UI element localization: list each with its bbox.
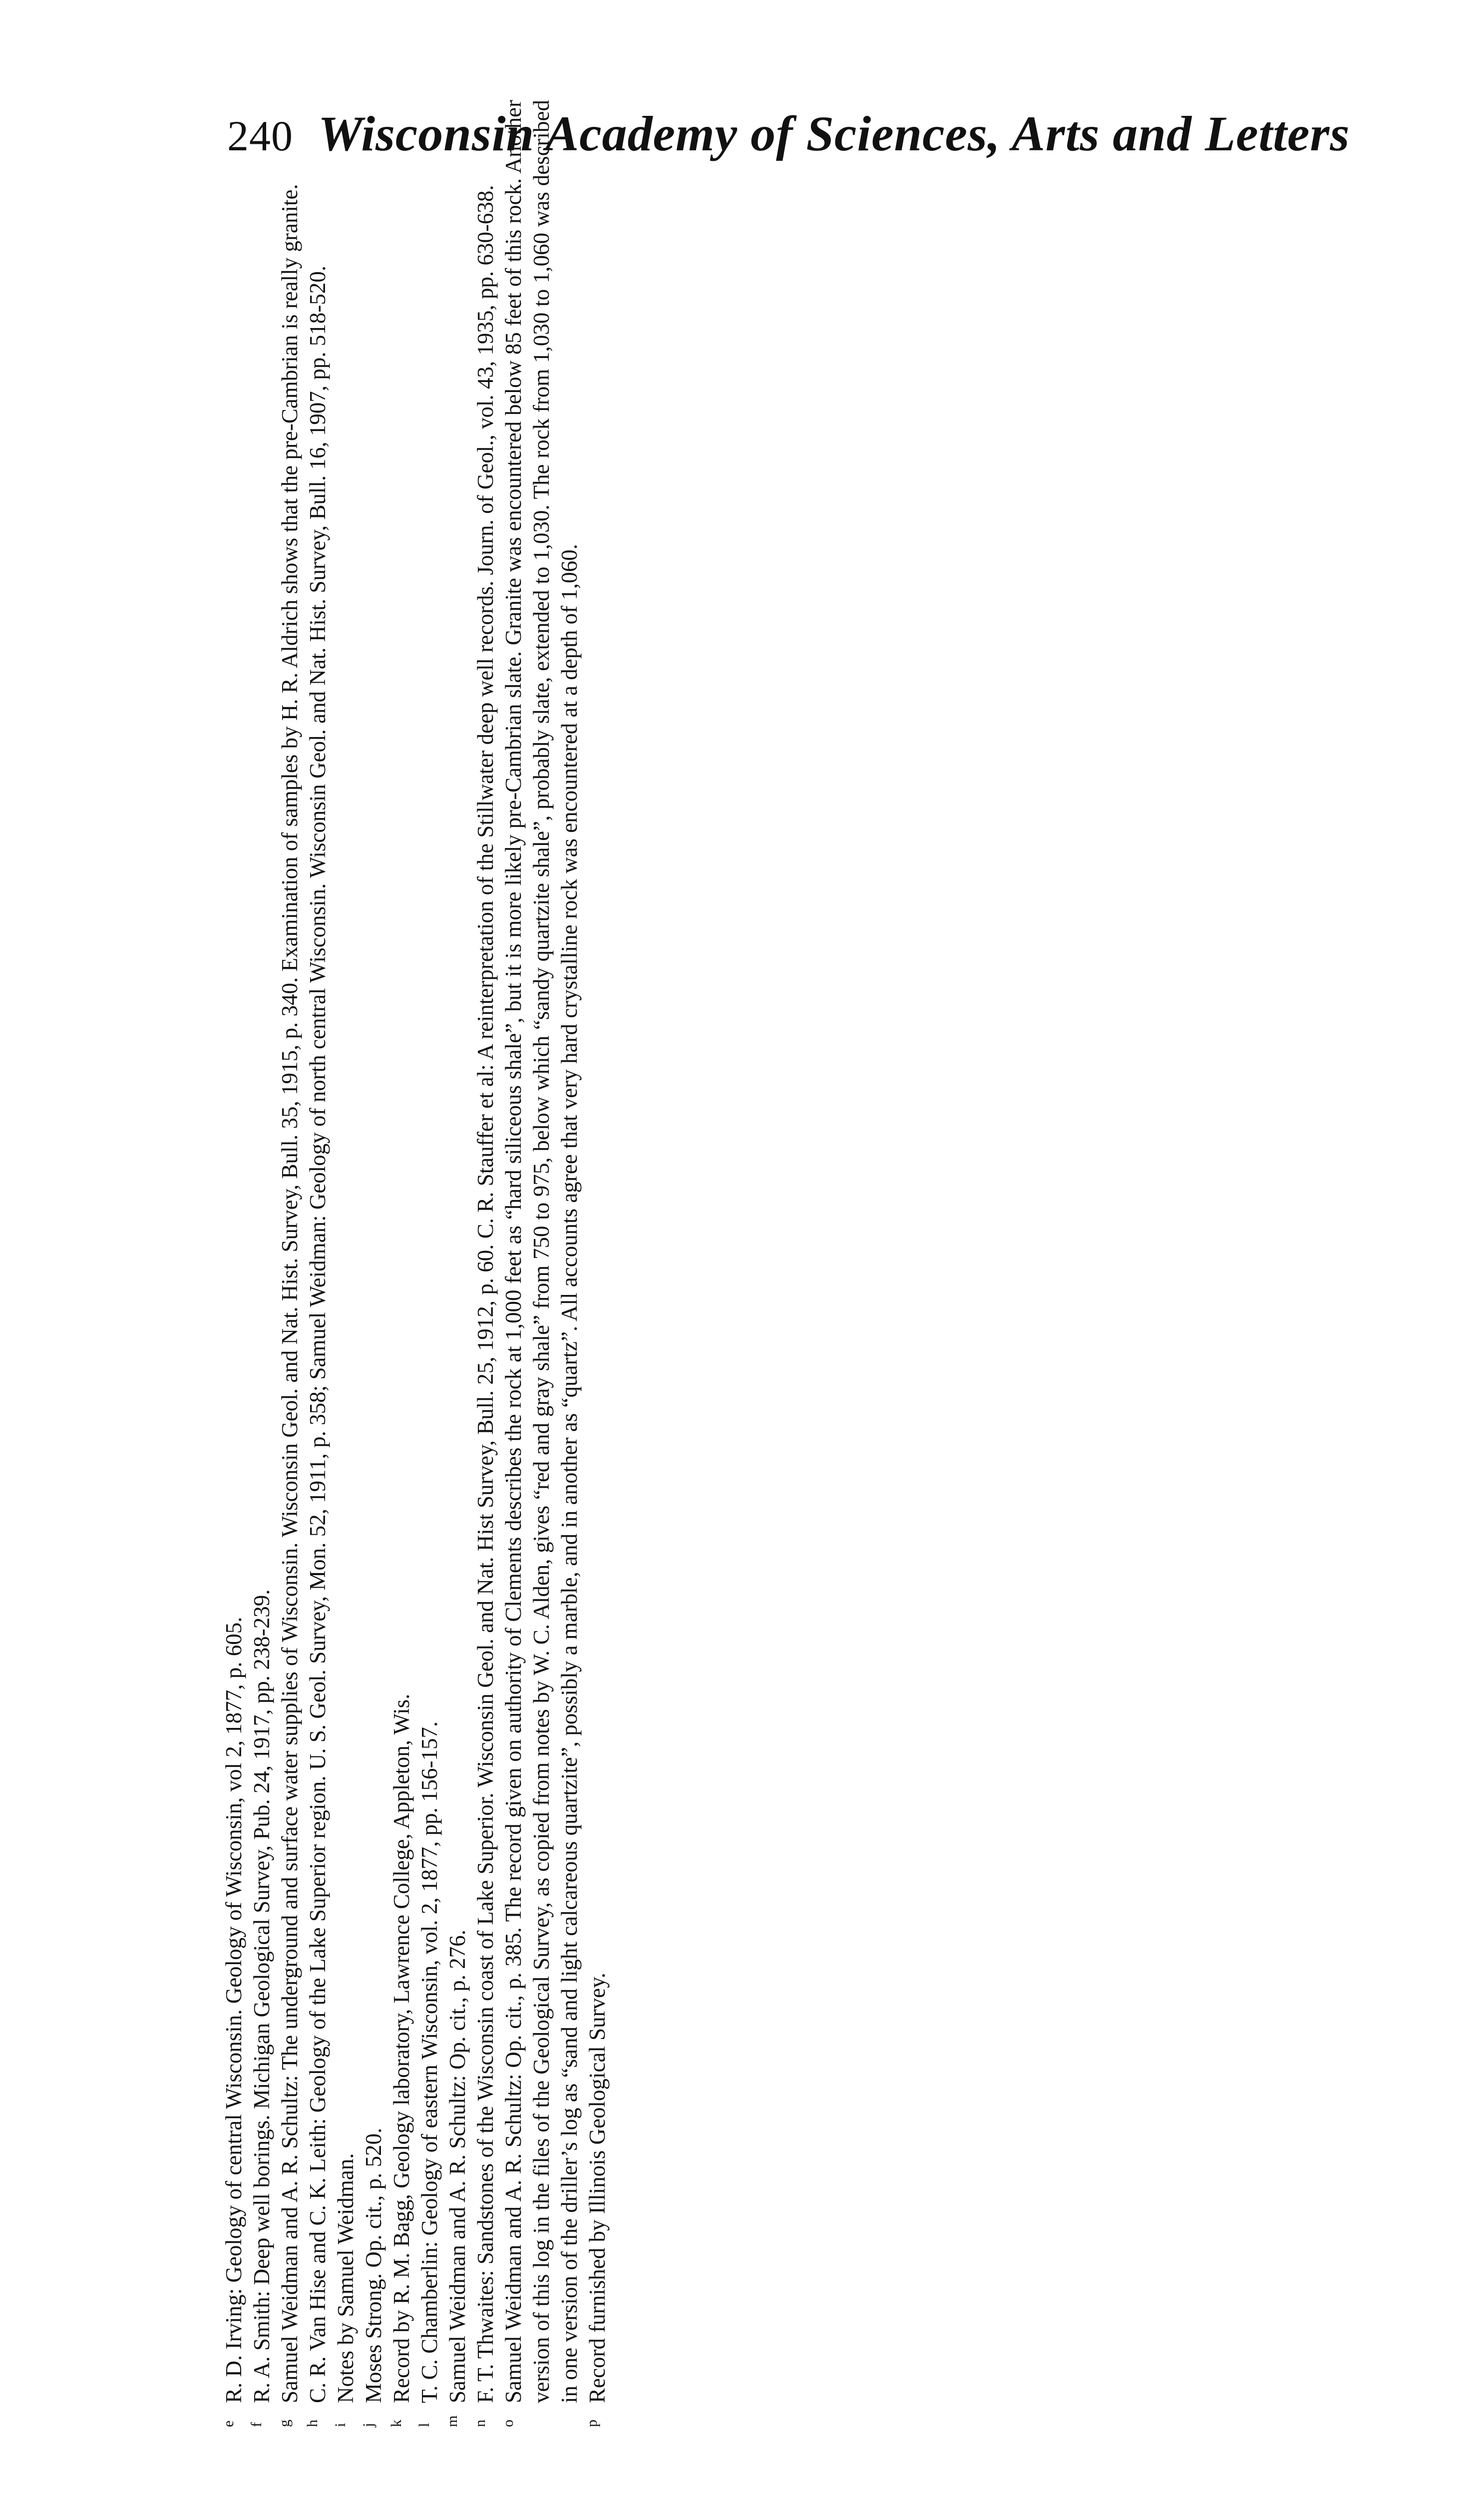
footnote-text: T. C. Chamberlin: Geology of eastern Wisconsin, vol. 2, 1877, pp. 156-157.	[417, 1721, 442, 2403]
footnote-text: C. R. Van Hise and C. K. Leith: Geology of the Lake Superior region. U. S. Geol. Survey, Mon. 52, 1911, p. 358; Samuel Weidman: Geology of north central Wisconsin. Wisconsin Geol. and Nat. Hist. Survey, Bull. 16, 1907, pp. 518-520.	[305, 265, 330, 2403]
footnote-text: Samuel Weidman and A. R. Schultz: Op. cit., p. 276.	[445, 1930, 470, 2403]
footnote-m: mSamuel Weidman and A. R. Schultz: Op. cit., p. 276.	[444, 1930, 470, 2427]
footnote-h: hC. R. Van Hise and C. K. Leith: Geology of the Lake Superior region. U. S. Geol. Survey, Mon. 52, 1911, p. 358; Samuel Weidman: Geology of north central Wisconsin. Wisconsin Geol. and Nat. Hist. Survey, Bull. 16, 1907, pp. 518-520.	[304, 265, 330, 2427]
footnote-p: pRecord furnished by Illinois Geological Survey.	[584, 1973, 610, 2427]
footnote-g: gSamuel Weidman and A. R. Schultz: The underground and surface water supplies of Wisconsin. Wisconsin Geol. and Nat. Hist. Survey, Bull. 35, 1915, p. 340. Examination of samples by H. R. Aldrich shows that the pre-Cambrian is really granite.	[276, 184, 302, 2427]
footnotes-block	[220, 100, 809, 2427]
footnote-f: fR. A. Smith: Deep well borings. Michigan Geological Survey, Pub. 24, 1917, pp. 238-239.	[248, 1589, 274, 2427]
footnote-text: Record by R. M. Bagg, Geology laboratory, Lawrence College, Appleton, Wis.	[389, 1693, 414, 2403]
footnote-text: Samuel Weidman and A. R. Schultz: Op. cit., p. 385. The record given on authority of Clements describes the rock at 1,000 feet as “hard siliceous shale”, but it is more likely pre-Cambrian slate. Granite was encountered below 85 feet of this rock. Another version of this log in the files of the Geological Survey, as copied from notes by W. C. Alden, gives “red and gray shale” from 750 to 975, below which “sandy quartzite shale”, probably slate, extended to 1,030. The rock from 1,030 to 1,060 was described in one version of the driller’s log as “sand and light calcareous quartzite”, possibly a marble, and in another as “quartz”. All accounts agree that very hard crystalline rock was encountered at a depth of 1,060.	[501, 100, 582, 2403]
footnote-k: kRecord by R. M. Bagg, Geology laboratory, Lawrence College, Appleton, Wis.	[388, 1693, 414, 2427]
footnote-text: Moses Strong. Op. cit., p. 520.	[361, 2127, 386, 2403]
page-number: 240	[227, 112, 293, 160]
footnote-j: jMoses Strong. Op. cit., p. 520.	[360, 2127, 386, 2427]
footnote-n: nF. T. Thwaites: Sandstones of the Wisconsin coast of Lake Superior. Wisconsin Geol. and Nat. Hist Survey, Bull. 25, 1912, p. 60. C. R. Stauffer et al: A reinterpretation of the Stillwater deep well records. Journ. of Geol., vol. 43, 1935, pp. 630-638.	[472, 185, 498, 2427]
footnote-i: iNotes by Samuel Weidman.	[332, 2153, 358, 2427]
footnote-text: R. D. Irving: Geology of central Wisconsin. Geology of Wisconsin, vol 2, 1877, p. 605.	[221, 1617, 246, 2403]
footnote-text: Record furnished by Illinois Geological Survey.	[585, 1973, 610, 2403]
footnote-o: oSamuel Weidman and A. R. Schultz: Op. cit., p. 385. The record given on authority of Clements describes the rock at 1,000 feet as “hard siliceous shale”, but it is more likely pre-Cambrian slate. Granite was encountered below 85 feet of this rock. Another version of this log in the files of the Geological Survey, as copied from notes by W. C. Alden, gives “red and gray shale” from 750 to 975, below which “sandy quartzite shale”, probably slate, extended to 1,030. The rock from 1,030 to 1,060 was described in one version of the driller’s log as “sand and light calcareous quartzite”, possibly a marble, and in another as “quartz”. All accounts agree that very hard crystalline rock was encountered at a depth of 1,060.	[500, 100, 582, 2427]
footnote-e: eR. D. Irving: Geology of central Wisconsin. Geology of Wisconsin, vol 2, 1877, p. 605.	[220, 1617, 246, 2427]
footnote-text: Samuel Weidman and A. R. Schultz: The underground and surface water supplies of Wisconsin. Wisconsin Geol. and Nat. Hist. Survey, Bull. 35, 1915, p. 340. Examination of samples by H. R. Aldrich shows that the pre-Cambrian is really granite.	[277, 184, 302, 2403]
footnote-text: Notes by Samuel Weidman.	[333, 2153, 358, 2403]
footnote-l: lT. C. Chamberlin: Geology of eastern Wisconsin, vol. 2, 1877, pp. 156-157.	[416, 1721, 442, 2427]
running-title: Wisconsin Academy of Sciences, Arts and Letters	[318, 106, 1350, 161]
footnote-text: R. A. Smith: Deep well borings. Michigan Geological Survey, Pub. 24, 1917, pp. 238-239.	[249, 1589, 274, 2403]
footnote-text: F. T. Thwaites: Sandstones of the Wisconsin coast of Lake Superior. Wisconsin Geol. and Nat. Hist Survey, Bull. 25, 1912, p. 60. C. R. Stauffer et al: A reinterpretation of the Stillwater deep well records. Journ. of Geol., vol. 43, 1935, pp. 630-638.	[473, 185, 498, 2403]
